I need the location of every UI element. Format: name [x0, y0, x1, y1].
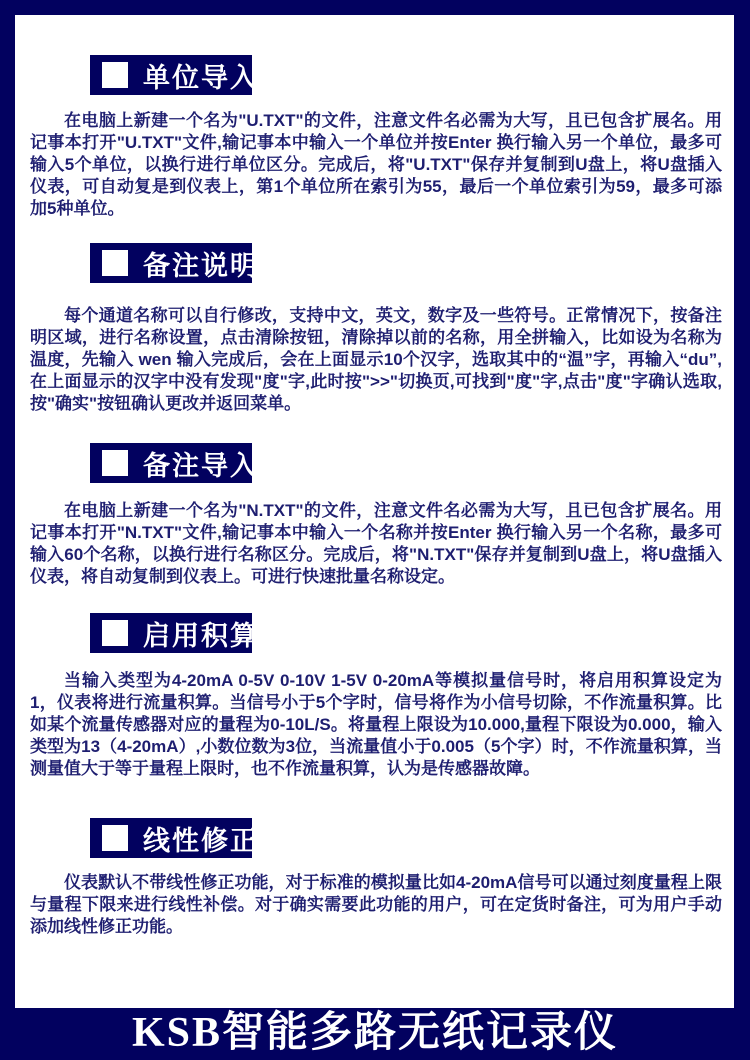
- square-marker-icon: [102, 62, 128, 88]
- square-marker-icon: [102, 620, 128, 646]
- content-area: [15, 15, 734, 1008]
- section-header-bar: [90, 55, 259, 95]
- section-header-bar: [90, 818, 259, 858]
- section-remark-description: [15, 243, 734, 415]
- section-remark-import: [15, 443, 734, 588]
- square-marker-icon: [102, 450, 128, 476]
- section-title: 线性修正: [143, 825, 259, 856]
- product-title: KSB智能多路无纸记录仪: [131, 1010, 619, 1056]
- section-body-text: 仪表默认不带线性修正功能，对于标准的模拟量比如4-20mA信号可以通过刻度量程上限与量程下限来进行线性补偿。对于确实需要此功能的用户，可在定货时备注，可为用户手动添加线性修正功能。: [30, 873, 722, 936]
- footer-bar: [0, 1008, 750, 1060]
- section-title: 备注导入: [143, 450, 259, 481]
- section-title: 单位导入: [143, 62, 259, 93]
- section-title: 启用积算: [143, 620, 259, 651]
- section-body-text: 每个通道名称可以自行修改，支持中文，英文，数字及一些符号。正常情况下，按备注明区域，进行名称设置，点击清除按钮，清除掉以前的名称，用全拼输入，比如设为名称为温度，先输入 wen 输入完成后，会在上面显示10个汉字，选取其中的“温”字，再输入“du”,在上面显示的汉字中没有发现"度"字,此时按">>"切换页,可找到"度"字,点击"度"字确认选取,按"确实"按钮确认更改并返回菜单。: [30, 306, 722, 413]
- section-header-bar: [90, 443, 259, 483]
- section-unit-import: [15, 55, 734, 220]
- section-enable-totalizer: [15, 613, 734, 780]
- square-marker-icon: [102, 250, 128, 276]
- section-body-text: 当输入类型为4-20mA 0-5V 0-10V 1-5V 0-20mA等模拟量信号时，将启用积算设定为1，仪表将进行流量积算。当信号小于5个字时，信号将作为小信号切除，不作流量积算。比如某个流量传感器对应的量程为0-10L/S。将量程上限设为10.000,量程下限设为0.000，输入类型为13（4-20mA）,小数位数为3位，当流量值小于0.005（5个字）时，不作流量积算，当测量值大于等于量程上限时，也不作流量积算，认为是传感器故障。: [30, 671, 722, 778]
- section-linear-correction: [15, 818, 734, 938]
- section-body-text: 在电脑上新建一个名为"U.TXT"的文件，注意文件名必需为大写，且已包含扩展名。用记事本打开"U.TXT"文件,输记事本中输入一个单位并按Enter 换行输入另一个单位，最多可输入5个单位，以换行进行单位区分。完成后，将"U.TXT"保存并复制到U盘上，将U盘插入仪表，可自动复是到仪表上，第1个单位所在索引为55，最后一个单位索引为59，最多可添加5种单位。: [30, 111, 722, 218]
- square-marker-icon: [102, 825, 128, 851]
- section-body-text: 在电脑上新建一个名为"N.TXT"的文件，注意文件名必需为大写，且已包含扩展名。用记事本打开"N.TXT"文件,输记事本中输入一个名称并按Enter 换行输入另一个名称，最多可输入60个名称，以换行进行名称区分。完成后，将"N.TXT"保存并复制到U盘上，将U盘插入仪表，将自动复制到仪表上。可进行快速批量名称设定。: [30, 501, 722, 586]
- section-header-bar: [90, 243, 259, 283]
- section-title: 备注说明: [143, 250, 259, 281]
- section-header-bar: [90, 613, 259, 653]
